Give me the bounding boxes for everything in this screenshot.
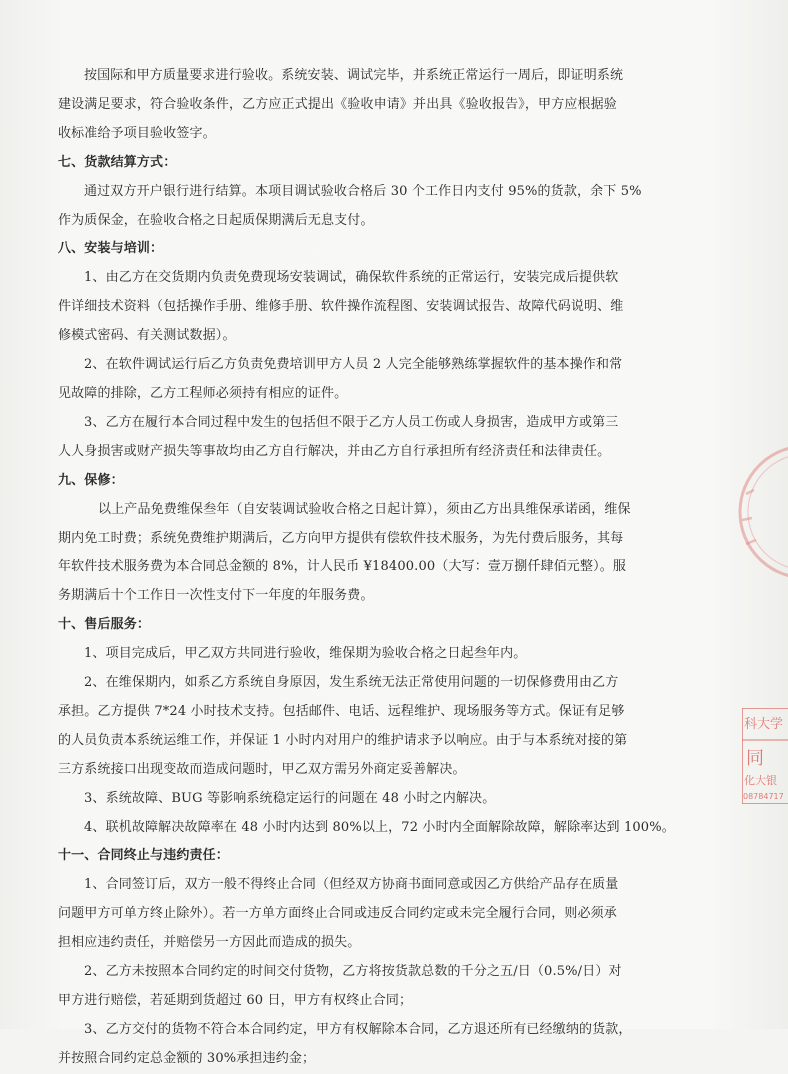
text-line: 以上产品免费维保叁年（自安装调试验收合格之日起计算），须由乙方出具维保承诺函，维保 xyxy=(98,501,631,517)
text-line: 1、项目完成后，甲乙双方共同进行验收，维保期为验收合格之日起叁年内。 xyxy=(84,646,527,662)
text-line: 人人身损害或财产损失等事故均由乙方自行解决，并由乙方自行承担所有经济责任和法律责任。 xyxy=(58,443,611,459)
svg-text:同: 同 xyxy=(746,748,764,769)
section-heading: 十、售后服务： xyxy=(58,617,151,633)
text-line: 1、由乙方在交货期内负责免费现场安装调试，确保软件系统的正常运行，安装完成后提供软 xyxy=(84,270,619,286)
text-line: 年软件技术服务费为本合同总金额的 8%，计人民币 ¥18400.00（大写：壹万捌仟肆佰元整）。服 xyxy=(58,559,627,575)
text-line: 三方系统接口出现变故而造成问题时，甲乙双方需另外商定妥善解决。 xyxy=(58,761,466,777)
section-heading: 七、货款结算方式： xyxy=(58,154,177,170)
text-line: 务期满后十个工作日一次性支付下一年度的年服务费。 xyxy=(58,588,374,604)
text-line: 承担。乙方提供 7*24 小时技术支持。包括邮件、电话、远程维护、现场服务等方式。保证有足够 xyxy=(58,703,625,719)
text-line: 甲方进行赔偿，若延期到货超过 60 日，甲方有权终止合同； xyxy=(58,993,413,1008)
text-line: 件详细技术资料（包括操作手册、维修手册、软件操作流程图、安装调试报告、故障代码说明、维 xyxy=(58,299,624,315)
text-line: 按国际和甲方质量要求进行验收。系统安装、调试完毕，并系统正常运行一周后，即证明系统 xyxy=(84,68,624,83)
text-line: 建设满足要求，符合验收条件，乙方应正式提出《验收申请》并出具《验收报告》，甲方应根据验 xyxy=(58,96,617,112)
text-line: 2、乙方未按照本合同约定的时间交付货物，乙方将按货款总数的千分之五/日（0.5%/日）对 xyxy=(84,964,622,980)
text-line: 3、系统故障、BUG 等影响系统稳定运行的问题在 48 小时之内解决。 xyxy=(84,790,496,806)
svg-text:化大银: 化大银 xyxy=(744,774,777,787)
text-line: 通过双方开户银行进行结算。本项目调试验收合格后 30 个工作日内支付 95%的货款，余下 5% xyxy=(84,183,642,199)
text-line: 2、在维保期内，如系乙方系统自身原因，发生系统无法正常使用问题的一切保修费用由乙方 xyxy=(84,675,619,691)
text-line: 问题甲方可单方终止除外）。若一方单方面终止合同或违反合同约定或未完全履行合同，则必须承 xyxy=(58,906,617,922)
text-line: 3、乙方在履行本合同过程中发生的包括但不限于乙方人员工伤或人身损害，造成甲方或第三 xyxy=(84,414,619,430)
text-line: 3、乙方交付的货物不符合本合同约定，甲方有权解除本合同，乙方退还所有已经缴纳的货款， xyxy=(84,1021,632,1037)
svg-text:科大学: 科大学 xyxy=(744,717,784,732)
text-line: 见故障的排除，乙方工程师必须持有相应的证件。 xyxy=(58,385,348,401)
text-line: 修模式密码、有关测试数据）。 xyxy=(58,328,236,344)
section-heading: 十一、合同终止与违约责任： xyxy=(58,848,229,864)
section-heading: 八、安装与培训： xyxy=(58,241,164,257)
text-line: 2、在软件调试运行后乙方负责免费培训甲方人员 2 人完全能够熟练掌握软件的基本操作和常 xyxy=(84,357,623,373)
text-line: 并按照合同约定总金额的 30%承担违约金； xyxy=(58,1050,316,1066)
text-line: 收标准给予项目验收签字。 xyxy=(58,125,216,141)
text-line: 作为质保金，在验收合格之日起质保期满后无息支付。 xyxy=(58,212,374,228)
text-line: 担相应违约责任，并赔偿另一方因此而造成的损失。 xyxy=(58,935,361,951)
partial-seal-stamp xyxy=(728,432,788,592)
text-line: 4、联机故障解决故障率在 48 小时内达到 80%以上，72 小时内全面解除故障，解除率达到 100%。 xyxy=(84,819,675,835)
section-heading: 九、保修： xyxy=(58,472,124,488)
text-line: 期内免工时费；系统免费维护期满后，乙方向甲方提供有偿软件技术服务，为先付费后服务，其每 xyxy=(58,530,624,546)
partial-rectangular-stamp xyxy=(742,708,788,804)
text-line: 的人员负责本系统运维工作，并保证 1 小时内对用户的维护请求予以响应。由于与本系统对接的第 xyxy=(58,732,628,748)
contract-body xyxy=(58,62,698,1074)
text-line: 1、合同签订后，双方一般不得终止合同（但经双方协商书面同意或因乙方供给产品存在质量 xyxy=(84,877,619,893)
svg-text:08784717: 08784717 xyxy=(743,792,784,801)
